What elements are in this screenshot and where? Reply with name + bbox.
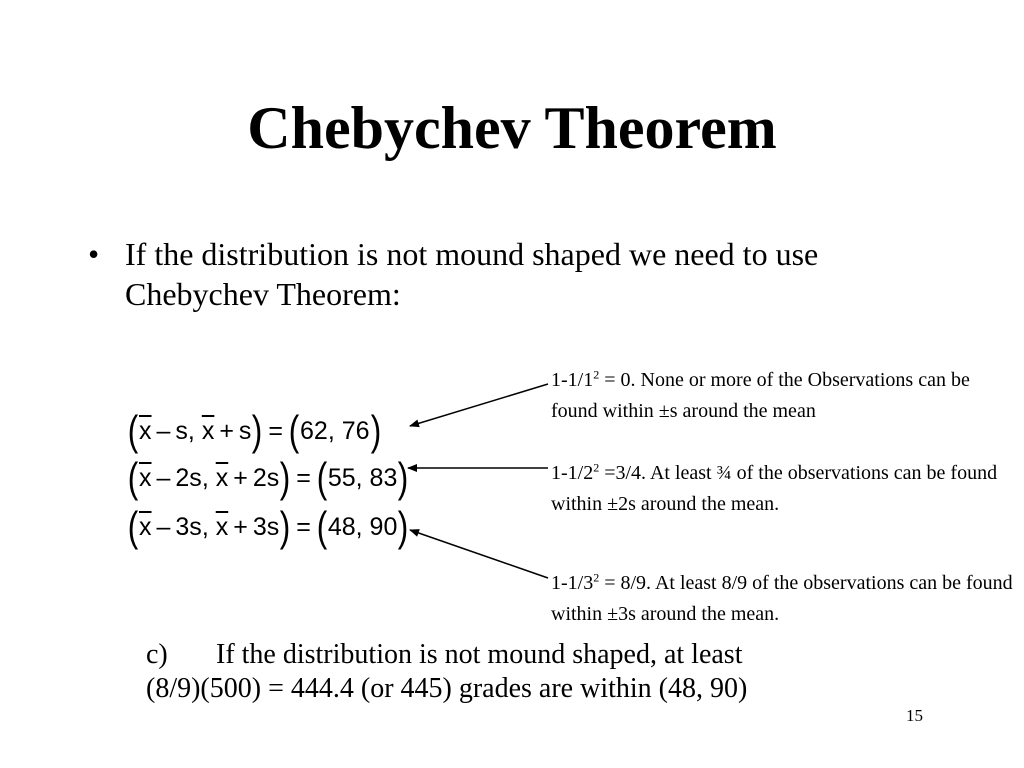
conclusion-line-two: (8/9)(500) = 444.4 (or 445) grades are within (48, 90)	[146, 673, 748, 704]
conclusion-block	[146, 638, 906, 706]
bullet-item	[88, 234, 948, 314]
minus-sign: –	[156, 463, 171, 492]
conclusion-line-one	[146, 638, 906, 672]
interval-value: 48, 90	[327, 512, 398, 541]
k-label: s	[238, 416, 252, 445]
formula-two-s	[127, 454, 409, 502]
note-exponent: 2	[593, 367, 600, 382]
open-paren: (	[127, 407, 139, 454]
mean-symbol: $\overline{x}$	[201, 416, 215, 445]
close-paren: )	[252, 407, 263, 454]
note-text: =3/4. At least ¾ of the observations can be found within ±2s around the mean.	[551, 462, 998, 515]
interval-value: 55, 83	[327, 463, 398, 492]
comma: ,	[187, 416, 195, 445]
page-number: 15	[906, 706, 923, 725]
mean-symbol: $\overline{x}$	[215, 512, 229, 541]
close-paren: )	[398, 454, 409, 501]
close-paren: )	[370, 407, 381, 454]
equals-sign: =	[296, 512, 311, 541]
k-label: 2s	[175, 463, 202, 492]
arrow-note-three	[410, 530, 548, 578]
note-text: = 8/9. At least 8/9 of the observations can be found within ±3s around the mean.	[551, 572, 1013, 625]
note-text: = 0. None or more of the Observations can be found within ±s around the mean	[551, 369, 970, 422]
plus-sign: +	[219, 416, 234, 445]
arrow-note-one	[410, 384, 548, 426]
equals-sign: =	[268, 416, 284, 445]
minus-sign: –	[156, 416, 171, 445]
note-three-s	[551, 568, 1021, 630]
open-paren: (	[316, 503, 328, 550]
formula-one-s	[127, 407, 382, 455]
open-paren: (	[127, 503, 139, 550]
note-two-s	[551, 458, 1021, 520]
k-label: 3s	[252, 512, 280, 541]
formula-three-s	[127, 503, 409, 551]
k-label: 2s	[252, 463, 280, 492]
k-label: 3s	[175, 512, 202, 541]
bullet-text: If the distribution is not mound shaped we need to use Chebychev Theorem:	[125, 236, 819, 312]
conclusion-text-one: If the distribution is not mound shaped, at least	[216, 639, 743, 670]
close-paren: )	[398, 503, 409, 550]
open-paren: (	[316, 454, 328, 501]
minus-sign: –	[156, 512, 171, 541]
note-lead: 1-1/2	[551, 462, 594, 484]
note-exponent: 2	[593, 570, 600, 585]
comma: ,	[201, 463, 209, 492]
bullet-marker: •	[88, 236, 100, 272]
open-paren: (	[127, 454, 139, 501]
equals-sign: =	[296, 463, 311, 492]
note-exponent: 2	[593, 460, 600, 475]
mean-symbol: $\overline{x}$	[215, 463, 229, 492]
plus-sign: +	[233, 463, 248, 492]
mean-symbol: $\overline{x}$	[139, 416, 152, 445]
note-one-s	[551, 365, 1021, 427]
plus-sign: +	[233, 512, 248, 541]
comma: ,	[201, 512, 209, 541]
close-paren: )	[279, 454, 291, 501]
mean-symbol: $\overline{x}$	[139, 463, 152, 492]
mean-symbol: $\overline{x}$	[139, 512, 152, 541]
interval-value: 62, 76	[300, 416, 370, 445]
close-paren: )	[279, 503, 291, 550]
note-lead: 1-1/3	[551, 572, 594, 594]
slide-title: Chebychev Theorem	[247, 95, 777, 161]
conclusion-label: c)	[146, 639, 168, 670]
note-lead: 1-1/1	[551, 369, 594, 391]
open-paren: (	[288, 407, 300, 454]
k-label: s	[175, 416, 188, 445]
